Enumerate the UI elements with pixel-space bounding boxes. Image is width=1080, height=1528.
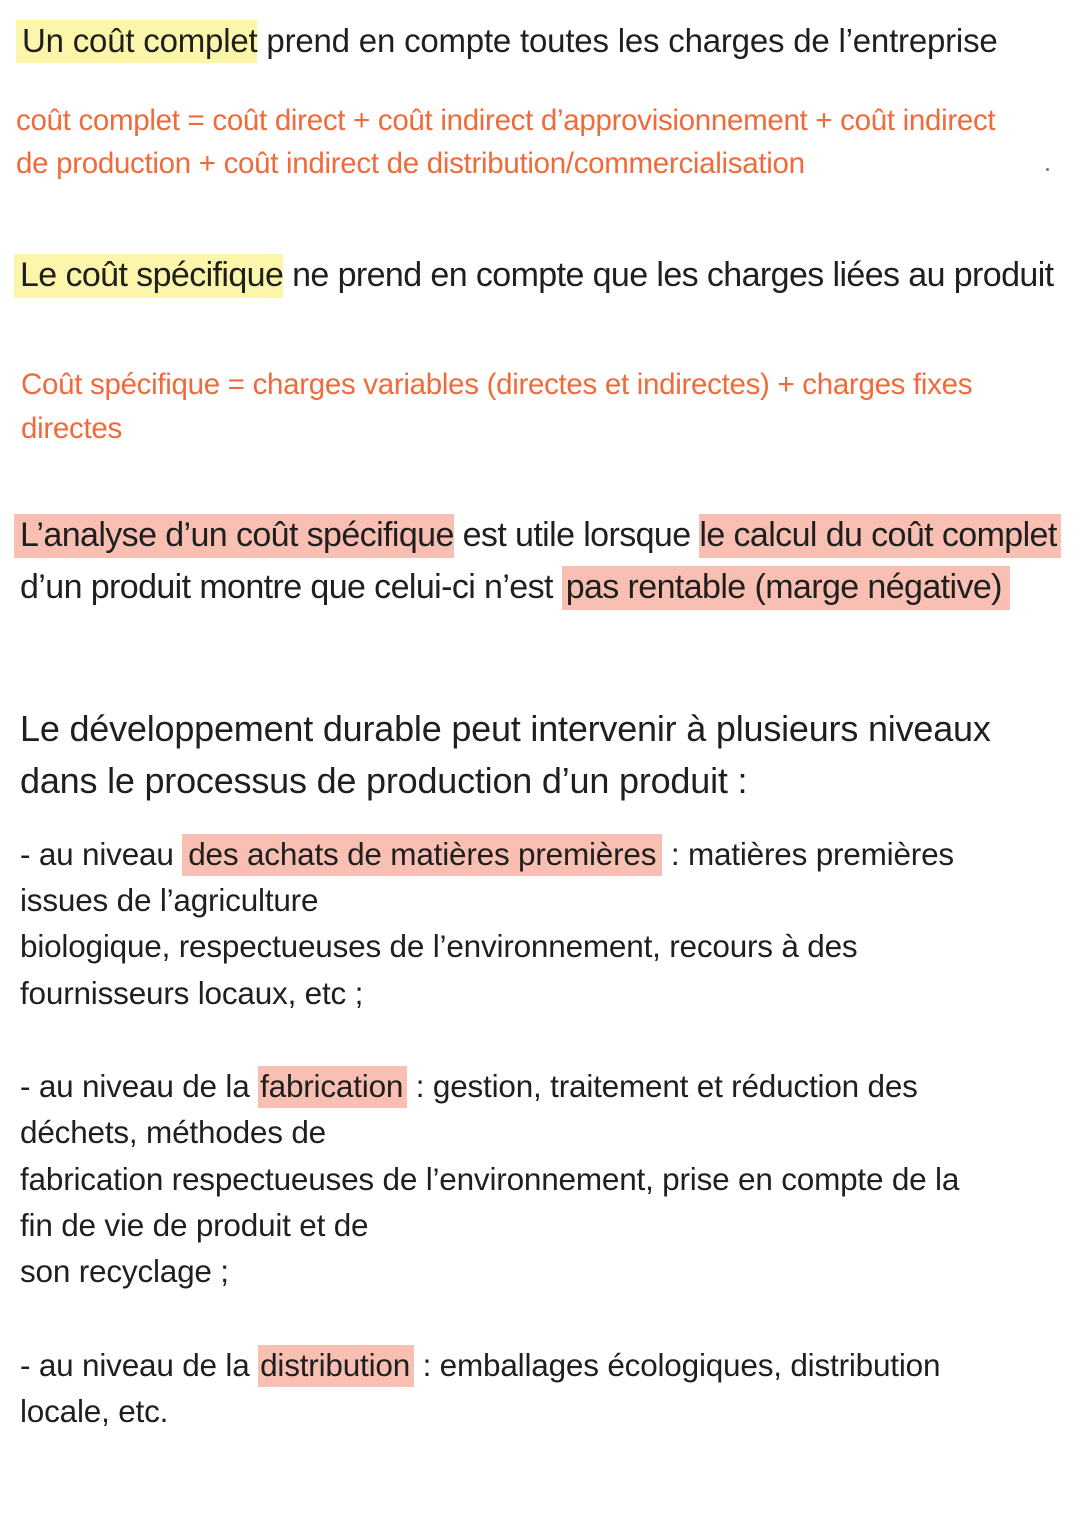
specific-cost-term: Le coût spécifique [14,254,283,298]
sustainable-heading-line1: Le développement durable peut intervenir à plusieurs niveaux [20,708,991,749]
specific-cost-definition [14,256,1054,295]
complete-cost-formula-line1: coût complet = coût direct + coût indirect d’approvisionnement + coût indirect [16,104,996,137]
item1-line1 [20,836,954,873]
analysis-highlight-not-profitable: pas rentable (marge négative) [562,566,1010,610]
item2-line1-rest: : gestion, traitement et réduction des [407,1068,918,1104]
item1-prefix: - au niveau [20,836,183,872]
specific-cost-formula-line1: Coût spécifique = charges variables (directes et indirectes) + charges fixes [21,368,973,401]
specific-cost-formula-line2: directes [21,412,122,445]
item3-prefix: - au niveau de la [20,1347,259,1383]
item1-line3: biologique, respectueuses de l’environnement, recours à des [20,928,858,964]
item3-line1 [20,1347,940,1384]
item3-line2: locale, etc. [20,1393,169,1429]
complete-cost-term: Un coût complet [16,20,257,63]
item1-line2: issues de l’agriculture [20,882,319,918]
item2-line5: son recyclage ; [20,1253,229,1289]
item2-highlight: fabrication [258,1066,407,1108]
item2-line2: déchets, méthodes de [20,1114,326,1150]
item2-line1 [20,1068,918,1105]
sustainable-heading-line2: dans le processus de production d’un produit : [20,760,748,801]
item1-highlight: des achats de matières premières [182,834,662,876]
stray-dot [1046,168,1049,171]
item1-line1-rest: : matières premières [662,836,954,872]
analysis-line2-text: d’un produit montre que celui-ci n’est [20,568,562,606]
analysis-mid-text: est utile lorsque [453,516,700,554]
analysis-highlight-complete: le calcul du coût complet [699,514,1060,558]
complete-cost-formula-line2: de production + coût indirect de distribution/commercialisation [16,147,805,180]
item2-prefix: - au niveau de la [20,1068,259,1104]
analysis-line1 [14,516,1061,555]
item3-highlight: distribution [258,1345,414,1387]
item2-line3: fabrication respectueuses de l’environnement, prise en compte de la [20,1161,960,1197]
analysis-line2 [20,568,1010,607]
item3-line1-rest: : emballages écologiques, distribution [414,1347,941,1383]
specific-cost-definition-text: ne prend en compte que les charges liées au produit [283,256,1054,294]
complete-cost-definition-text: prend en compte toutes les charges de l’entreprise [257,22,998,59]
complete-cost-definition [16,22,998,60]
item2-line4: fin de vie de produit et de [20,1207,369,1243]
item1-line4: fournisseurs locaux, etc ; [20,975,364,1011]
analysis-highlight-specific: L’analyse d’un coût spécifique [14,514,454,558]
